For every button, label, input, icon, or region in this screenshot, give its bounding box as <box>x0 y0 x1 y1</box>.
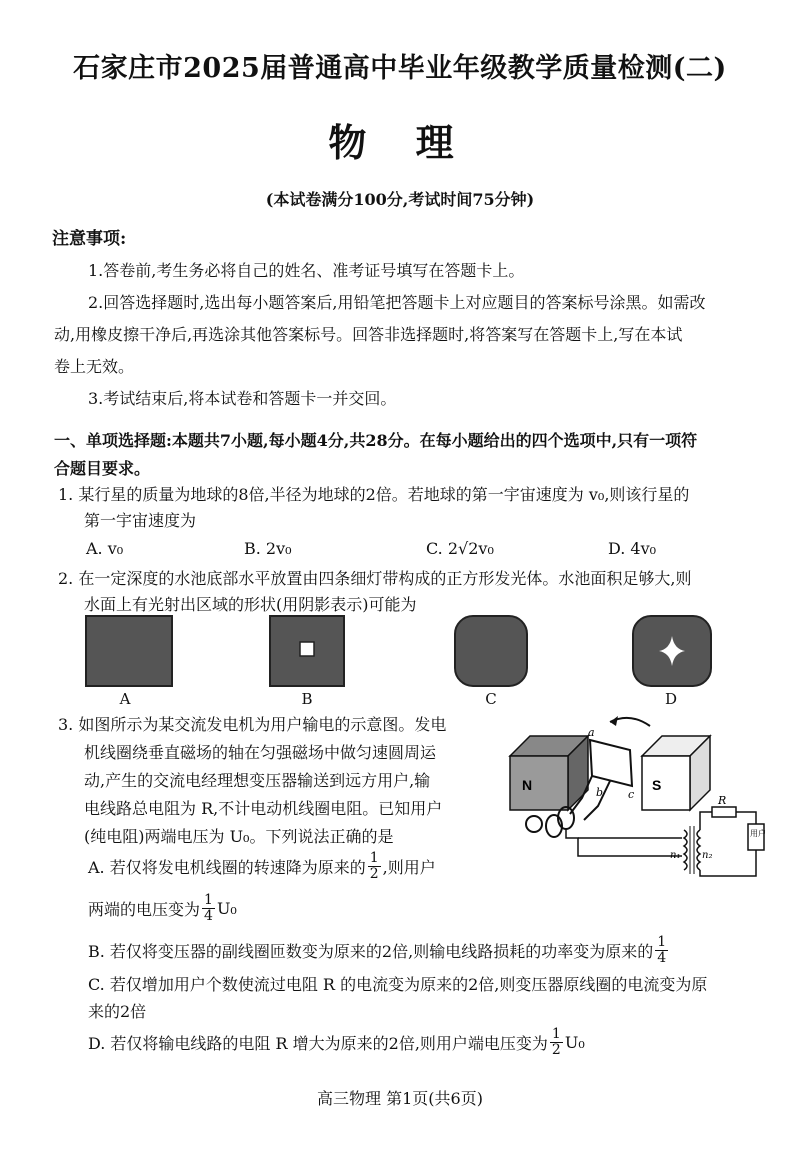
notice-item-3: 3.考试结束后,将本试卷和答题卡一并交回。 <box>88 389 397 408</box>
label-a: a <box>588 726 595 739</box>
label-r: R <box>718 794 727 807</box>
notice-item-1: 1.答卷前,考生务必将自己的姓名、准考证号填写在答题卡上。 <box>88 261 525 280</box>
fraction-one-half <box>550 1027 563 1058</box>
q3-option-a-text-2: ,则用户 <box>382 857 436 877</box>
primary-wire-bottom <box>566 829 682 856</box>
label-n2: n₂ <box>702 850 713 861</box>
q1-stem: 1. 某行星的质量为地球的8倍,半径为地球的2倍。若地球的第一宇宙速度为 v₀,则该行星的 <box>58 485 690 504</box>
notice-heading: 注意事项: <box>52 229 127 249</box>
page-footer: 高三物理 第1页(共6页) <box>317 1089 483 1108</box>
coil-loop <box>590 740 632 786</box>
label-n: N <box>522 777 533 793</box>
q1-option-c: C. 2√2v₀ <box>426 539 494 558</box>
notice-item-2-cont: 动,用橡皮擦干净后,再选涂其他答案标号。回答非选择题时,将答案写在答题卡上,写在本试 <box>54 325 683 344</box>
q1-option-a: A. v₀ <box>86 539 124 558</box>
q2-label-a: A <box>119 690 131 708</box>
generator-circuit-figure <box>500 706 770 882</box>
q1-option-d: D. 4v₀ <box>608 539 657 558</box>
brush-circle <box>526 816 542 832</box>
secondary-coil <box>697 830 700 870</box>
q3-option-d <box>88 1024 585 1060</box>
frac-num: 1 <box>657 933 667 950</box>
q3-u0: U₀ <box>216 898 237 918</box>
q1-stem-cont: 第一宇宙速度为 <box>84 511 197 530</box>
shape-b-hole <box>300 642 314 656</box>
q3-option-a-text: A. 若仅将发电机线圈的转速降为原来的 <box>88 857 366 877</box>
section-heading-cont: 合题目要求。 <box>54 459 151 478</box>
notice-item-2-end: 卷上无效。 <box>54 357 135 376</box>
q2-stem: 2. 在一定深度的水池底部水平放置由四条细灯带构成的正方形发光体。水池面积足够大,则 <box>58 569 692 588</box>
q3-option-a-text-3: 两端的电压变为 <box>88 899 201 919</box>
primary-coil <box>684 830 687 870</box>
subject-title: 物 理 <box>328 120 472 165</box>
q3-stem-1: 3. 如图所示为某交流发电机为用户输电的示意图。发电 <box>58 715 447 734</box>
magnet-n-front <box>510 756 568 810</box>
q3-option-c: C. 若仅增加用户个数使流过电阻 R 的电流变为原来的2倍,则变压器原线圈的电流变为原 <box>88 975 708 994</box>
magnet-s-front <box>642 756 690 810</box>
label-s: S <box>652 777 662 793</box>
q3-stem-2: 机线圈绕垂直磁场的轴在匀强磁场中做匀速圆周运 <box>84 743 437 762</box>
fraction-one-half <box>368 851 381 882</box>
secondary-wire-right <box>736 812 756 824</box>
q3-stem-3: 动,产生的交流电经理想变压器输送到远方用户,输 <box>84 771 431 790</box>
notice-item-2: 2.回答选择题时,选出每小题答案后,用铅笔把答题卡上对应题目的答案标号涂黑。如需改 <box>88 293 706 312</box>
exam-title: 石家庄市2025届普通高中毕业年级教学质量检测(二) <box>73 53 727 84</box>
fraction-one-quarter <box>655 935 668 966</box>
q3-u0: U₀ <box>564 1032 585 1052</box>
label-c: c <box>628 788 635 801</box>
frac-den: 4 <box>204 907 213 924</box>
q3-stem-4: 电线路总电阻为 R,不计电动机线圈电阻。已知用户 <box>84 799 443 818</box>
q3-option-b-text: B. 若仅将变压器的副线圈匝数变为原来的2倍,则输电线路损耗的功率变为原来的 <box>88 941 654 961</box>
shape-c-rounded-square <box>455 616 527 686</box>
fraction-one-quarter <box>202 893 215 924</box>
frac-den: 2 <box>369 865 379 882</box>
label-n1: n₁ <box>670 850 681 861</box>
q3-option-c-cont: 来的2倍 <box>88 1002 147 1021</box>
q2-label-b: B <box>301 690 313 708</box>
section-heading: 一、单项选择题:本题共7小题,每小题4分,共28分。在每小题给出的四个选项中,只有一项符 <box>54 431 698 450</box>
shape-a-dark-square <box>86 616 172 686</box>
q3-option-b <box>88 932 670 968</box>
q2-label-c: C <box>485 690 497 708</box>
label-b: b <box>596 786 604 799</box>
q3-stem-5: (纯电阻)两端电压为 U₀。下列说法正确的是 <box>84 827 394 846</box>
frac-num: 1 <box>204 891 213 908</box>
frac-den: 4 <box>657 949 667 966</box>
q3-option-a-cont <box>88 890 237 926</box>
resistor-r <box>712 807 736 817</box>
q2-stem-cont: 水面上有光射出区域的形状(用阴影表示)可能为 <box>84 595 417 614</box>
q2-label-d: D <box>664 690 678 708</box>
label-user: 用户 <box>750 829 766 838</box>
exam-meta: (本试卷满分100分,考试时间75分钟) <box>265 190 535 209</box>
frac-den: 2 <box>551 1041 561 1058</box>
q3-option-a <box>88 848 436 884</box>
frac-num: 1 <box>551 1025 561 1042</box>
q1-option-b: B. 2v₀ <box>244 539 292 558</box>
secondary-wire-top <box>700 812 712 830</box>
q3-option-d-text: D. 若仅将输电线路的电阻 R 增大为原来的2倍,则用户端电压变为 <box>88 1033 548 1053</box>
q2-shapes-figure <box>80 614 720 688</box>
frac-num: 1 <box>369 849 379 866</box>
